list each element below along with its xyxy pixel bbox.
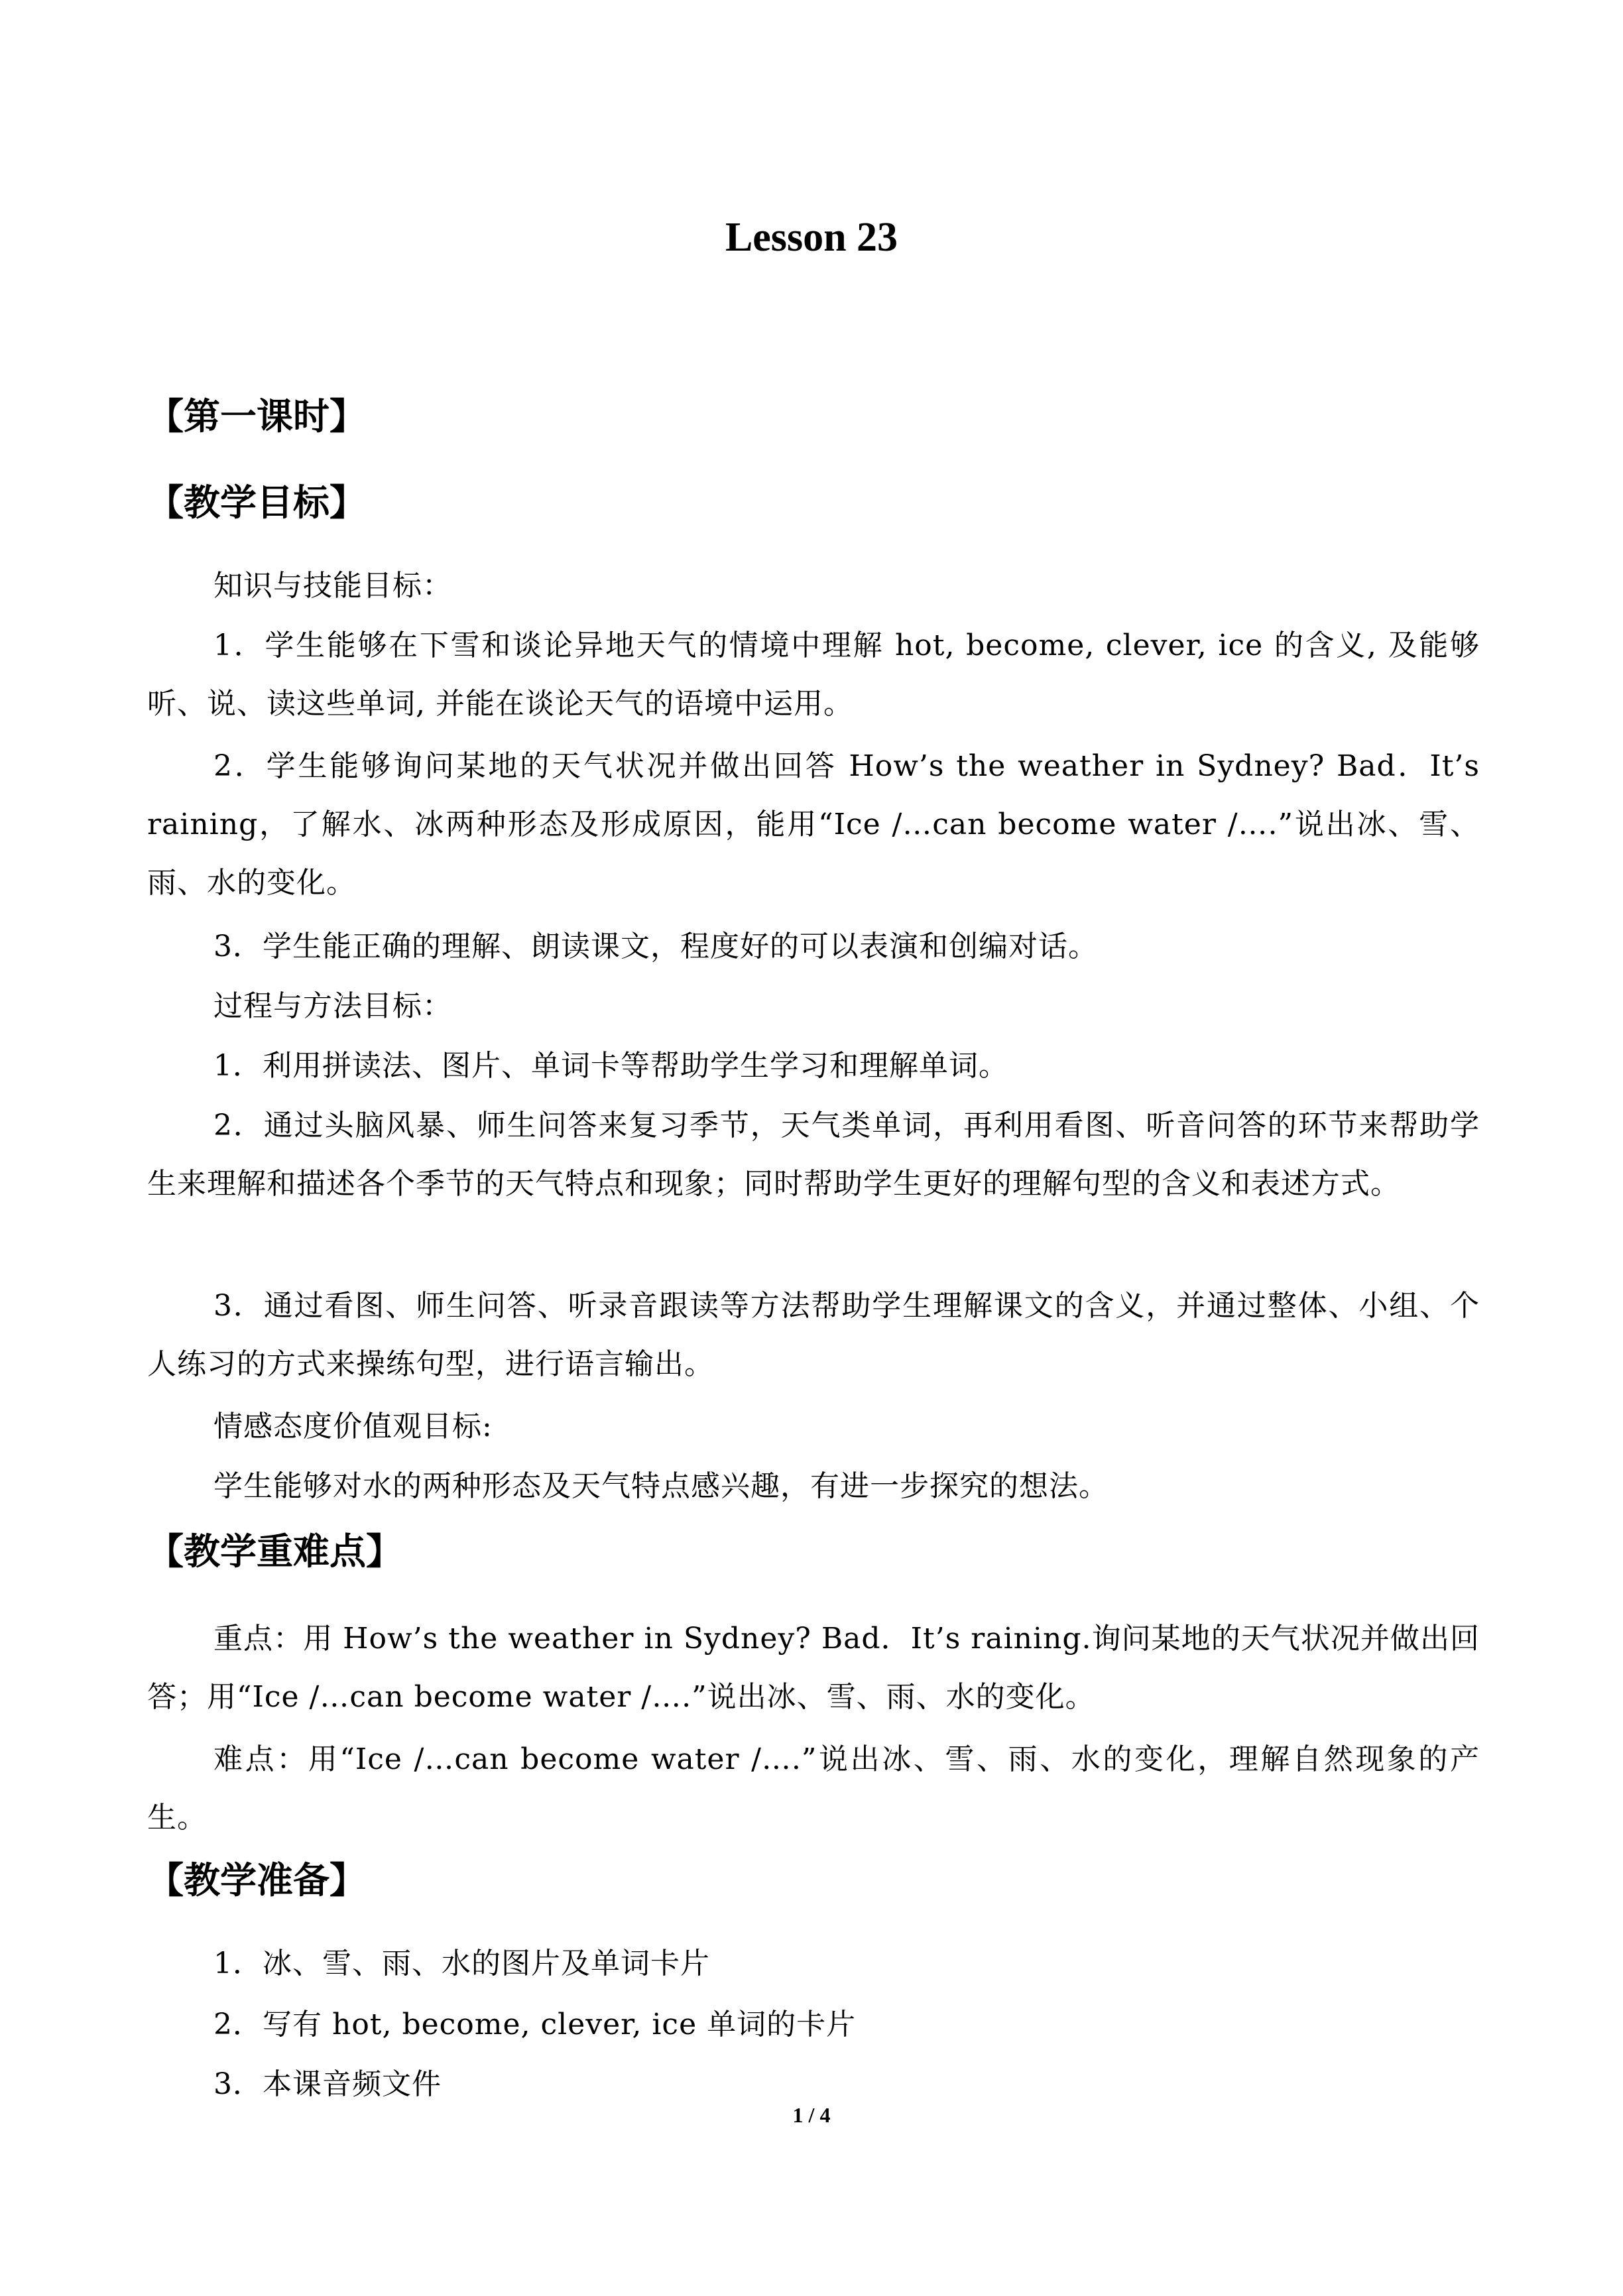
page-number: 1 / 4 xyxy=(792,2103,831,2127)
process-objective-3: 3．通过看图、师生问答、听录音跟读等方法帮助学生理解课文的含义，并通过整体、小组、个人练习的方式来操练句型，进行语言输出。 xyxy=(147,1289,1480,1381)
page-title: Lesson 23 xyxy=(725,215,898,260)
process-objective-2: 2．通过头脑风暴、师生问答来复习季节，天气类单词，再利用看图、听音问答的环节来帮助学生来理解和描述各个季节的天气特点和现象；同时帮助学生更好的理解句型的含义和表述方式。 xyxy=(147,1109,1480,1201)
knowledge-objective-1: 1．学生能够在下雪和谈论异地天气的情境中理解 hot, become, clever, ice 的含义, 及能够听、说、读这些单词, 并能在谈论天气的语境中运用。 xyxy=(147,629,1480,721)
section-heading-period: 【第一课时】 xyxy=(147,394,367,438)
knowledge-objective-2: 2．学生能够询问某地的天气状况并做出回答 How’s the weather in Sydney? Bad．It’s raining，了解水、冰两种形态及形成原因，能用“Ice /…can become water /….”说出冰、雪、雨、水的变化。 xyxy=(147,749,1480,900)
knowledge-objectives-heading: 知识与技能目标： xyxy=(213,569,452,603)
emotion-objective-1: 学生能够对水的两种形态及天气特点感兴趣，有进一步探究的想法。 xyxy=(213,1469,1109,1503)
section-heading-key-points: 【教学重难点】 xyxy=(147,1530,403,1573)
section-heading-objectives: 【教学目标】 xyxy=(147,481,367,524)
section-heading-preparation: 【教学准备】 xyxy=(147,1858,367,1902)
process-objective-1: 1．利用拼读法、图片、单词卡等帮助学生学习和理解单词。 xyxy=(213,1049,1008,1083)
preparation-item-3: 3．本课音频文件 xyxy=(213,2067,442,2101)
key-point-difficulty: 难点：用“Ice /…can become water /….”说出冰、雪、雨、水的变化，理解自然现象的产生。 xyxy=(147,1742,1480,1835)
preparation-item-2: 2．写有 hot, become, clever, ice 单词的卡片 xyxy=(213,2008,857,2041)
knowledge-objective-3: 3．学生能正确的理解、朗读课文，程度好的可以表演和创编对话。 xyxy=(213,930,1098,963)
emotion-objectives-heading: 情感态度价值观目标: xyxy=(213,1410,493,1443)
key-point-focus: 重点：用 How’s the weather in Sydney? Bad．It’s raining.询问某地的天气状况并做出回答；用“Ice /…can become water /….”说出冰、雪、雨、水的变化。 xyxy=(147,1622,1480,1714)
process-objectives-heading: 过程与方法目标： xyxy=(213,989,452,1023)
preparation-item-1: 1．冰、雪、雨、水的图片及单词卡片 xyxy=(213,1947,710,1980)
